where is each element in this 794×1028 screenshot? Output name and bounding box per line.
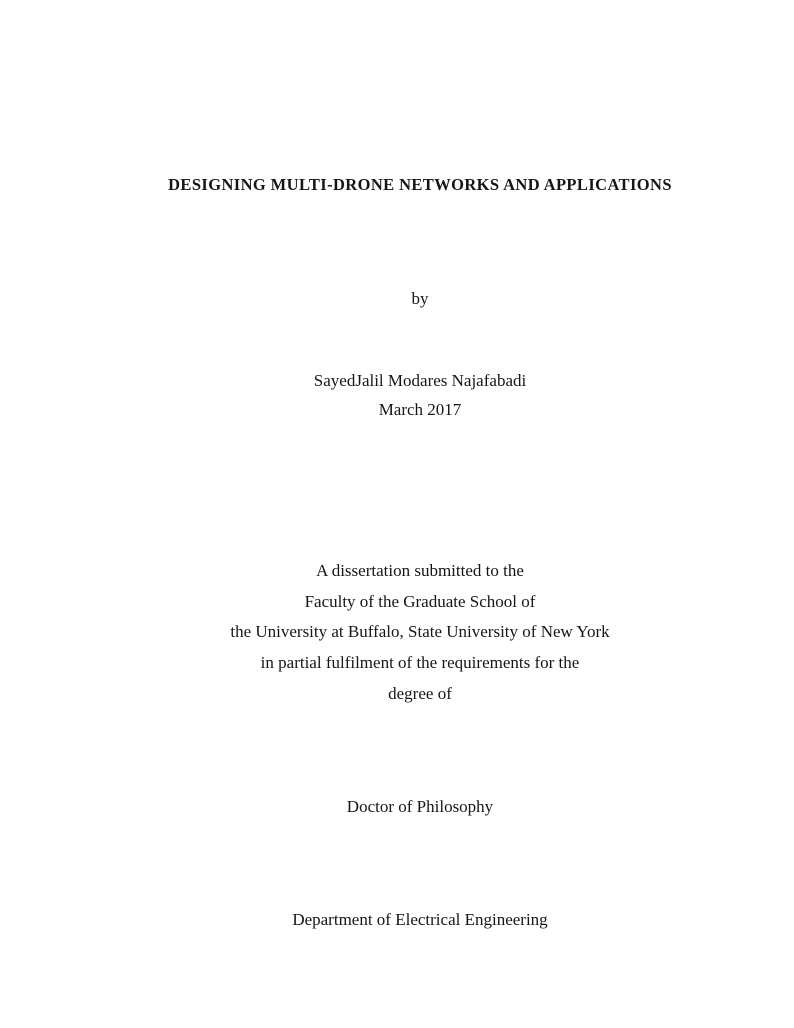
department-name: Department of Electrical Engineering (292, 910, 548, 929)
byline: by (411, 289, 429, 308)
submission-statement-line: A dissertation submitted to the (316, 561, 524, 580)
degree-name: Doctor of Philosophy (346, 797, 494, 816)
title-page-content (46, 0, 794, 1028)
submission-statement-line: degree of (388, 684, 452, 703)
submission-date: March 2017 (378, 400, 462, 419)
dissertation-title: DESIGNING MULTI-DRONE NETWORKS AND APPLICATIONS (168, 175, 672, 194)
author-name: SayedJalil Modares Najafabadi (313, 371, 527, 390)
submission-statement-line: the University at Buffalo, State University of New York (230, 622, 610, 641)
submission-statement-line: in partial fulfilment of the requirements for the (260, 653, 580, 672)
submission-statement-line: Faculty of the Graduate School of (304, 592, 536, 611)
